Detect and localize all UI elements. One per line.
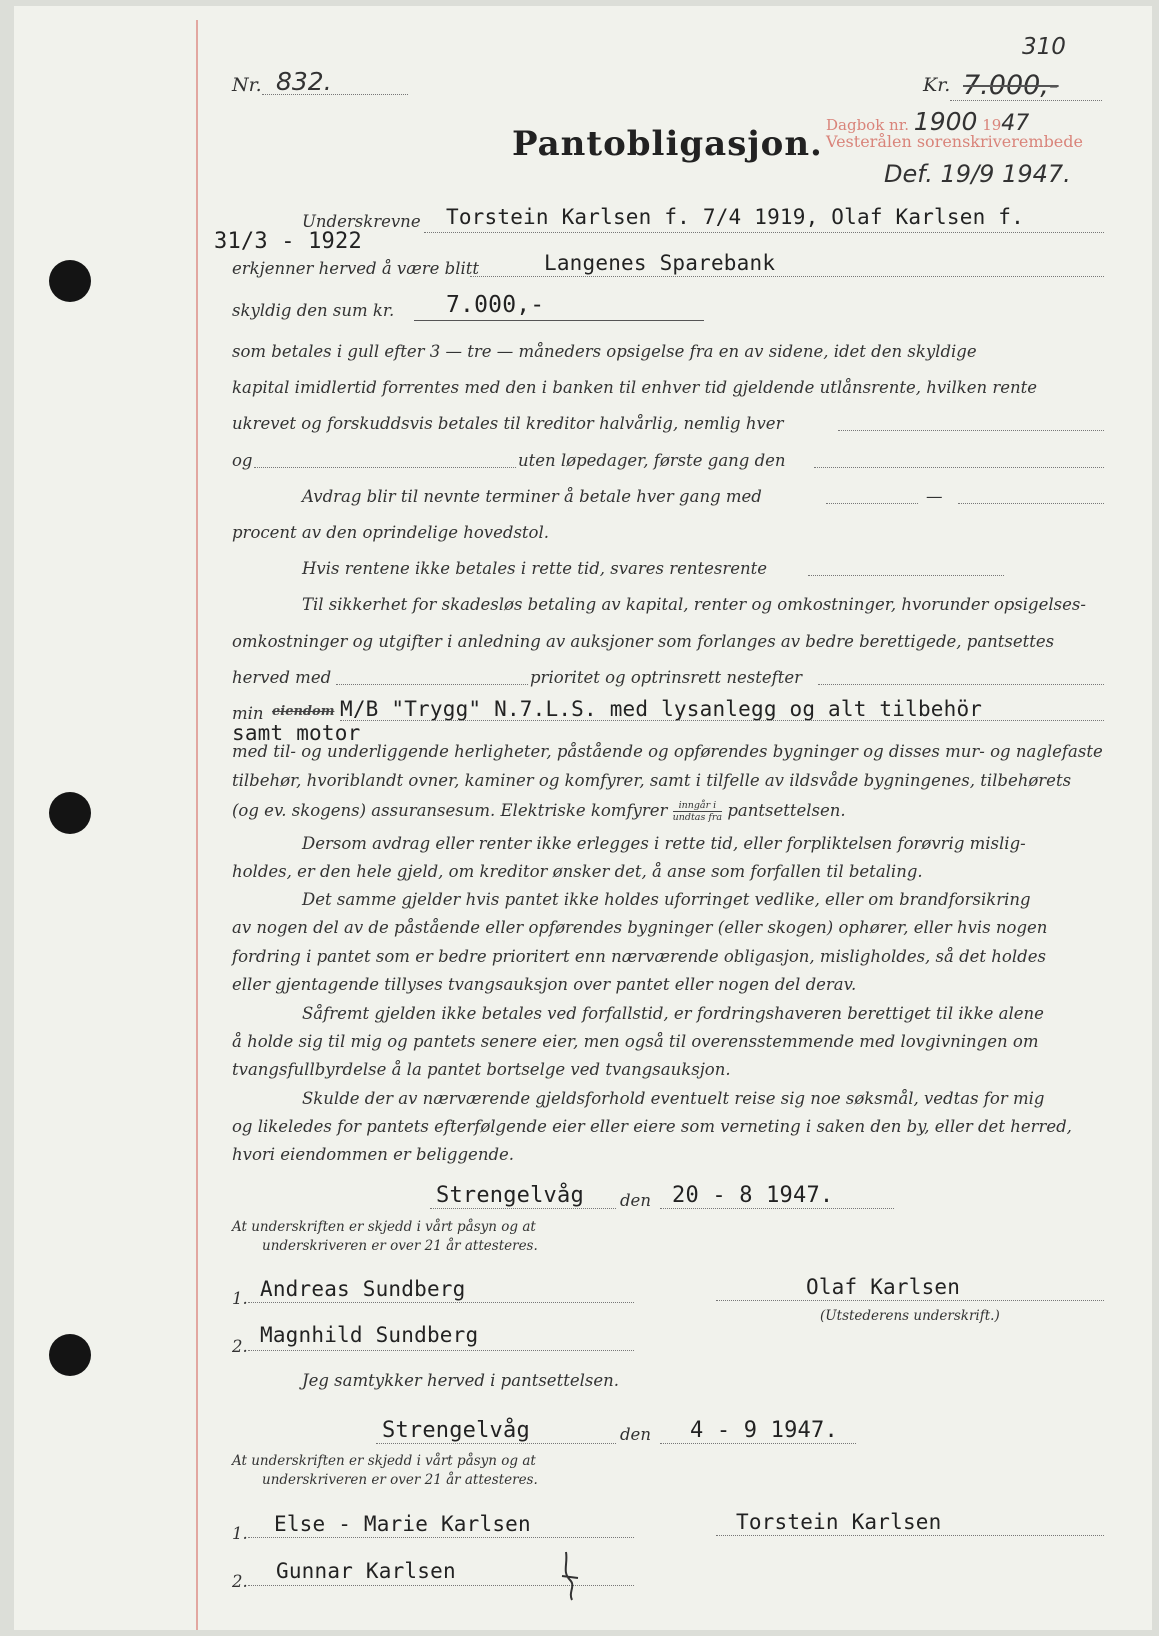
struck-word: eiendom xyxy=(272,704,335,719)
signing2-attest-line1: At underskriften er skjedd i vårt påsyn og at xyxy=(232,1453,536,1469)
p4-line2: omkostninger og utgifter i anledning av auksjoner som forlanges av bedre berettigede, pantsettes xyxy=(232,632,1055,651)
p9-line3: hvori eiendommen er beliggende. xyxy=(232,1145,515,1164)
initials-mark xyxy=(556,1548,584,1604)
p2-line2: procent av den oprindelige hovedstol. xyxy=(232,523,549,542)
stamp-dagbok-number: 1900 xyxy=(913,107,978,136)
p9-line1: Skulde der av nærværende gjeldsforhold eventuelt reise sig noe søksmål, vedtas for mig xyxy=(302,1089,1045,1108)
property-cont: samt motor xyxy=(232,721,361,745)
p7-line2: av nogen del av de påstående eller opførendes bygninger (eller skogen) ophører, eller hvis nogen xyxy=(232,918,1048,937)
sum-line xyxy=(414,320,704,321)
p9-line2: og likeledes for pantets efterfølgende eier eller eiere som verneting i saken den by, eller det herred, xyxy=(232,1117,1072,1136)
p1-line4-a: og xyxy=(232,451,253,470)
signing1-witness1-line xyxy=(248,1302,634,1303)
nr-label: Nr. xyxy=(232,74,262,96)
signing2-witness1: Else - Marie Karlsen xyxy=(274,1512,531,1536)
signing1-issuer-caption: (Utstederens underskrift.) xyxy=(820,1308,1000,1324)
signing1-attest-line2: underskriveren er over 21 år attesteres. xyxy=(262,1238,538,1254)
p5-line2: tilbehør, hvoriblandt ovner, kaminer og komfyrer, samt i tilfelle av ildsvåde bygningenes, tilbehørets xyxy=(232,771,1072,790)
acknowledge-label: erkjenner herved å være blitt xyxy=(232,259,480,278)
signing2-date-line xyxy=(660,1443,856,1444)
margin-rule xyxy=(196,20,198,1630)
signing2-attest-line2: underskriveren er over 21 år attesteres. xyxy=(262,1472,538,1488)
signing1-issuer: Olaf Karlsen xyxy=(806,1275,961,1299)
p5-line3 xyxy=(232,800,846,823)
p6-line1: Dersom avdrag eller renter ikke erlegges i rette tid, eller forpliktelsen forøvrig mislig- xyxy=(302,834,1026,853)
p5-line3-a: (og ev. skogens) assuransesum. Elektriske komfyrer xyxy=(232,801,668,820)
signing2-witness1-num: 1. xyxy=(232,1524,248,1543)
p5-line1: med til- og underliggende herligheter, påstående og opførendes bygninger og disses mur- og naglefaste xyxy=(232,742,1103,761)
p1-line2: kapital imidlertid forrentes med den i banken til enhver tid gjeldende utlånsrente, hvilken rente xyxy=(232,378,1038,397)
signing2-witness1-line xyxy=(248,1537,634,1538)
property-line xyxy=(340,720,1104,721)
signing1-issuer-line xyxy=(716,1300,1104,1301)
p6-line2: holdes, er den hele gjeld, om kreditor ønsker det, å anse som forfallen til betaling. xyxy=(232,862,923,881)
p3-line1: Hvis rentene ikke betales i rette tid, svares rentesrente xyxy=(302,559,768,578)
punch-hole xyxy=(49,260,91,302)
signing1-witness1: Andreas Sundberg xyxy=(260,1277,466,1301)
undersigned-label: Underskrevne xyxy=(302,212,421,231)
p4-line3-b: prioritet og optrinsrett nestefter xyxy=(530,668,803,687)
signing1-den: den xyxy=(620,1191,651,1210)
p5-line3-b: pantsettelsen. xyxy=(727,801,846,820)
p8-line3: tvangsfullbyrdelse å la pantet bortselge ved tvangsauksjon. xyxy=(232,1060,731,1079)
owe-label: skyldig den sum kr. xyxy=(232,301,395,320)
signing2-signer: Torstein Karlsen xyxy=(736,1510,942,1534)
stamp-handwritten-note: Def. 19/9 1947. xyxy=(884,160,1071,188)
p4-line3-dots-a xyxy=(336,684,528,685)
p7-line3: fordring i pantet som er bedre prioritert enn nærværende obligasjon, misligholdes, så det holdes xyxy=(232,947,1046,966)
p4-line3-a: herved med xyxy=(232,668,332,687)
frac-top: inngår i xyxy=(673,800,722,812)
p1-line4-b: uten løpedager, første gang den xyxy=(518,451,786,470)
stamp-dagbok-label: Dagbok nr. xyxy=(826,116,910,134)
p2-line1: Avdrag blir til nevnte terminer å betale hver gang med xyxy=(302,487,762,506)
p2-dots-b xyxy=(958,503,1104,504)
signing1-date-line xyxy=(660,1208,894,1209)
stamp-line2: Vesterålen sorenskriverembede xyxy=(826,132,1083,151)
p7-line4: eller gjentagende tillyses tvangsauksjon over pantet eller nogen del derav. xyxy=(232,975,857,994)
punch-hole xyxy=(49,792,91,834)
signing2-place-line xyxy=(376,1443,616,1444)
signing1-witness2-num: 2. xyxy=(232,1337,248,1356)
kr-value: 7.000,- xyxy=(963,70,1059,101)
p1-line1: som betales i gull efter 3 — tre — måneders opsigelse fra en av sidene, idet den skyldige xyxy=(232,342,977,361)
signing2-signer-line xyxy=(716,1535,1104,1536)
p1-line3-dots xyxy=(838,430,1104,431)
signing1-date: 20 - 8 1947. xyxy=(672,1183,834,1208)
signing1-witness2-line xyxy=(248,1350,634,1351)
sum-value: 7.000,- xyxy=(446,292,545,318)
p7-line1: Det samme gjelder hvis pantet ikke holdes uforringet vedlike, eller om brandforsikring xyxy=(302,890,1031,909)
min-label: min xyxy=(232,704,264,723)
signing2-witness2-num: 2. xyxy=(232,1572,248,1591)
signing1-place: Strengelvåg xyxy=(436,1183,584,1208)
creditor-value: Langenes Sparebank xyxy=(544,251,776,275)
signing1-place-line xyxy=(430,1208,616,1209)
page-number: 310 xyxy=(1022,34,1066,60)
nr-value: 832. xyxy=(276,67,332,96)
p8-line2: å holde sig til mig og pantets senere eier, men også til overensstemmende med lovgivningen om xyxy=(232,1032,1039,1051)
undersigned-cont: 31/3 - 1922 xyxy=(214,229,362,254)
nr-line xyxy=(262,94,408,95)
p2-dash: — xyxy=(926,487,943,506)
p1-line4-dots-b xyxy=(814,467,1104,468)
kr-line xyxy=(950,100,1102,101)
p1-line3: ukrevet og forskuddsvis betales til kreditor halvårlig, nemlig hver xyxy=(232,414,784,433)
komfyrer-fraction xyxy=(673,800,722,823)
signing2-place: Strengelvåg xyxy=(382,1418,530,1443)
p2-dots-a xyxy=(826,503,918,504)
punch-hole xyxy=(49,1334,91,1376)
signing2-date: 4 - 9 1947. xyxy=(690,1418,838,1443)
p8-line1: Såfremt gjelden ikke betales ved forfallstid, er fordringshaveren berettiget til ikke alene xyxy=(302,1004,1044,1023)
kr-label: Kr. xyxy=(923,74,951,96)
undersigned-value: Torstein Karlsen f. 7/4 1919, Olaf Karlsen f. xyxy=(446,205,1024,229)
property-value: M/B "Trygg" N.7.L.S. med lysanlegg og alt tilbehör xyxy=(340,697,983,721)
p3-dots xyxy=(808,575,1004,576)
p1-line4-dots-a xyxy=(254,467,516,468)
signing1-witness1-num: 1. xyxy=(232,1289,248,1308)
signing1-witness2: Magnhild Sundberg xyxy=(260,1323,479,1347)
document-title: Pantobligasjon. xyxy=(512,124,823,164)
signing2-witness2: Gunnar Karlsen xyxy=(276,1559,456,1583)
creditor-line xyxy=(470,276,1104,277)
undersigned-line xyxy=(424,232,1104,233)
stamp-year: 19 xyxy=(982,116,1002,134)
signing2-den: den xyxy=(620,1425,651,1444)
stamp-year-suffix: 47 xyxy=(1001,111,1030,136)
p4-line3-dots-b xyxy=(818,684,1104,685)
p4-line1: Til sikkerhet for skadesløs betaling av kapital, renter og omkostninger, hvorunder opsigelses- xyxy=(302,595,1086,614)
consent-text: Jeg samtykker herved i pantsettelsen. xyxy=(302,1371,619,1390)
signing1-attest-line1: At underskriften er skjedd i vårt påsyn og at xyxy=(232,1219,536,1235)
frac-bottom: undtas fra xyxy=(672,812,723,823)
